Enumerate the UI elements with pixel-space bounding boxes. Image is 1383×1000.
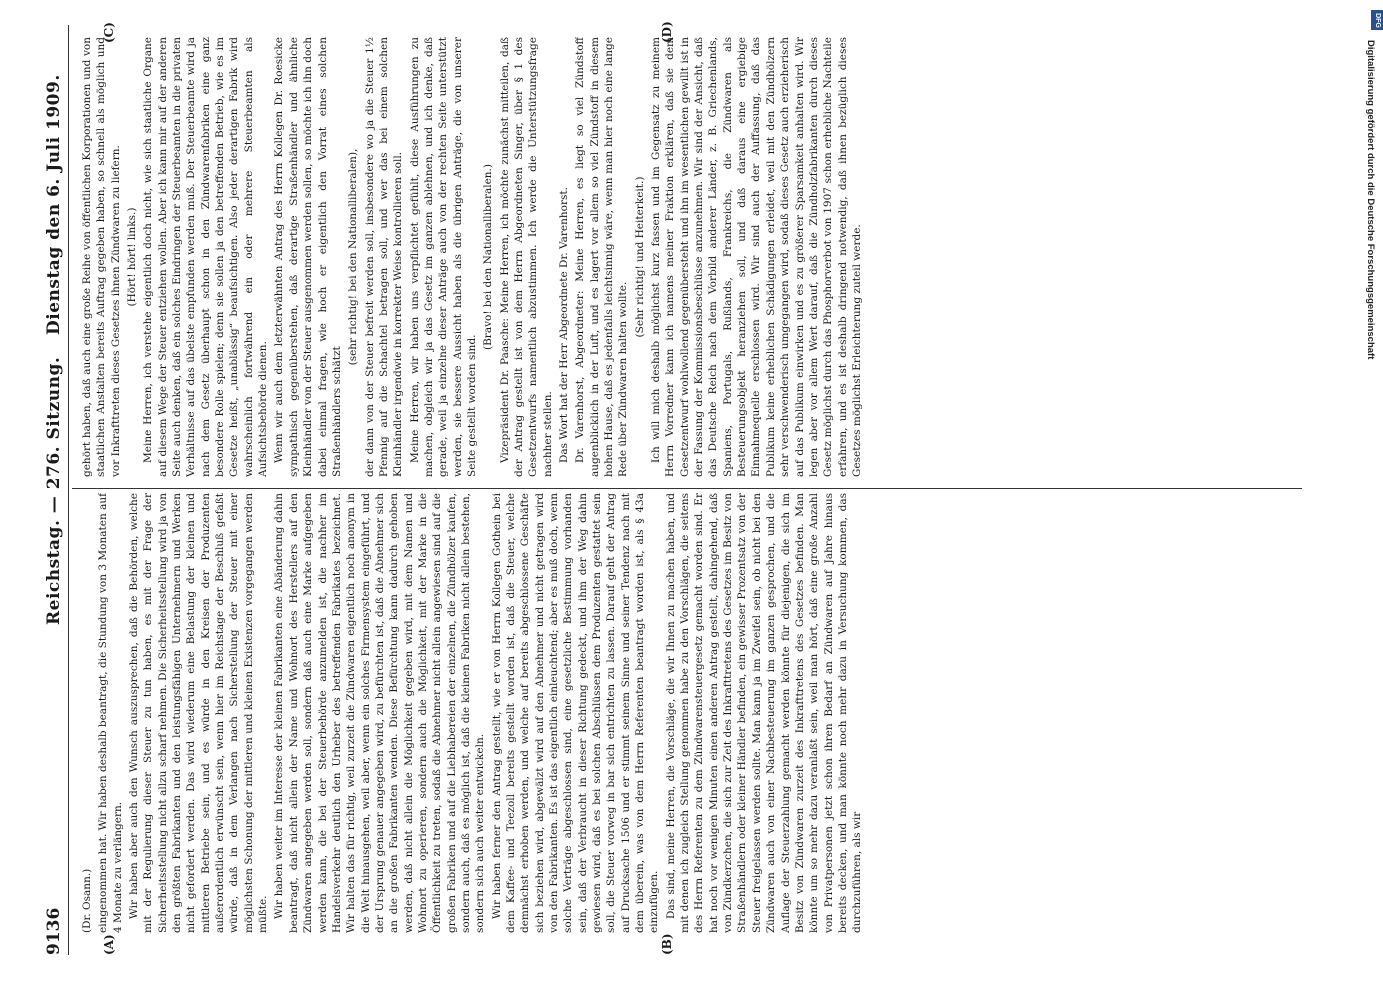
interjection: (sehr richtig! bei den Nationalliberalen), [347,148,360,366]
session-date: Dienstag den 6. Juli 1909. [44,74,64,335]
column-divider [72,488,1302,489]
paragraph: Wir haben aber auch den Wunsch auszusprechen, daß die Behörden, welche mit der Regulierung dieser Steuer zu tun haben, es mit der Frage der Sicherheitsstellung nicht allzu scharf nehmen. Die Sicherheitsstellung wird ja von den größten Fabrikanten und den leistungsfähigen Unternehmern und Werken nicht gefordert werden. Das wird wiederum eine Belastung der kleinen und mittleren Betriebe sein, und es würde in den Kreisen der Produzenten außerordentlich erwünscht sein, wenn hier im Reichstage der Beschluß gefaßt würde, daß in dem Verlangen nach Sicherstellung der Steuer mit einer möglichsten Schonung der mittleren und kleinen Existenzen vorgegangen werden müßte. [128,493,270,933]
paragraph: gehört haben, daß auch eine große Reihe von öffentlichen Korporationen und von staatlichen Anstalten bereits Auftrag gegeben haben, so schnell als möglich und vor Inkrafttreten dieses Gesetzes ihnen Zündwaren zu liefern. [81,37,122,477]
page-number: 9136 [44,907,64,955]
right-column [80,37,1300,477]
dfg-logo [1371,10,1383,30]
interjection: (Hört! hört! links.) [126,207,139,307]
paragraph: Ich will mich deshalb möglichst kurz fassen und im Gegensatz zu meinem Herrn Vorredner kann ich namens meiner Fraktion erklären, daß sie dem Gesetzentwurf wohlwollend gegenübersteht und ihn im wesentlichen gewillt ist in der Fassung der Kommissionsbeschlüsse anzunehmen. Wir sind der Ansicht, daß das Deutsche Reich nach dem Vorbild anderer Länder, z. B. Griechenlands, Spaniens, Portugals, Rußlands, Frankreichs, die Zündwaren als Besteuerungsobjekt heranziehen soll, und daß daraus eine ergiebige Einnahmequelle erschlossen wird. Wir sind auch der Auffassung, daß das Publikum keine erheblichen Schädigungen erleidet, weil mit den Zündhölzern sehr verschwenderisch umgegangen wird, sodaß dieses Gesetz auch erzieherisch auf das Publikum einwirken und es zu größerer Sparsamkeit anhalten wird. Wir legen aber vor allem Wert darauf, daß die Zündholzfabrikanten durch dieses Gesetz möglichst durch das Phosphorverbot von 1907 schon erhebliche Nachteile erfahren, und es ist deshalb dringend notwendig, daß ihnen bezüglich dieses Gesetzes möglichst Erleichterung zuteil werde. [650,37,863,477]
margin-letter-a: (A) [102,934,116,955]
rotated-page [40,21,1310,955]
paragraph: Wenn wir auch dem letzterwähnten Antrag des Herrn Kollegen Dr. Roesicke sympathisch gegenüberstehen, daß derartige Straßenhändler und ähnliche Kleinhändler von der Steuer ausgenommen werden sollen, so möchte ich ihn doch dabei einmal fragen, wie hoch er eigentlich den Vorrat eines solchen Straßenhändlers schätzt [273,37,343,477]
running-title: Reichstag. — 276. Sitzung. [44,356,64,625]
paragraph: Das sind, meine Herren, die Vorschläge, die wir Ihnen zu machen haben, und mit denen ich zugleich Stellung genommen habe zu den Vorschlägen, die seitens des Herrn Referenten zu dem Zündwarensteuergesetz gemacht worden sind. Er hat noch vor wenigen Minuten einen anderen Antrag gestellt, dahingehend, daß von Zündkerzchen, die sich zur Zeit des Inkrafttretens des Gesetzes im Besitz von Straßenhändlern oder kleiner Händler befinden, ein gewisser Prozentsatz von der Steuer freigelassen werden sollte. Man kann ja im Zweifel sein, ob nicht bei den Zündwaren auch von einer Nachbesteuerung im ganzen gesprochen, und die Auflage der Steuerzahlung gemacht werden könnte für diejenigen, die sich im Besitz von Zündwaren zurzeit des Inkrafttretens des Gesetzes befinden. Man könnte um so mehr dazu veranlaßt sein, weil man hört, daß eine große Anzahl von Privatpersonen jetzt schon ihren Bedarf an Zündwaren auf Jahre hinaus bereits decken, und man könnte noch mehr dazu in Versuchung kommen, das durchzuführen, als wir [664,493,864,933]
paragraph: Vizepräsident Dr. Paasche: Meine Herren, ich möchte zunächst mitteilen, daß der Antrag gestellt ist von dem Herrn Abgeordneten Singer, über § 1 des Gesetzentwurfs namentlich abzustimmen. Ich werde die Unterstützungsfrage nachher stellen. [498,37,554,477]
paragraph: Meine Herren, wir haben uns verpflichtet gefühlt, diese Ausführungen zu machen, obgleich wir ja das Gesetz im ganzen ablehnen, und ich denke, daß gerade, weil ja einzelne dieser Anträge auch von der rechten Seite unterstützt werden, sie bessere Aussicht haben als die übrigen Anträge, die von unserer Seite gestellt worden sind. [408,37,478,477]
paragraph: der dann von der Steuer befreit werden soll, insbesondere wo ja die Steuer 1½ Pfennig auf die Schachtel betragen soll, und wer das bei einem solchen Kleinhändler irgendwie in korrekter Weise kontrollieren soll. [363,37,405,477]
paragraph: Das Wort hat der Herr Abgeordnete Dr. Varenhorst. [558,187,570,463]
dfg-logo-text: DFG [1373,12,1381,28]
margin-letter-c: (C) [102,22,116,43]
paragraph: Wir haben ferner den Antrag gestellt, wie er von Herrn Kollegen Gothein bei dem Kaffee- und Teezoll bereits gestellt worden ist, daß die Steuer, welche demnächst erhoben werden, und welche auf bereits abgeschlossene Geschäfte sich beziehen wird, abgewälzt wird auf den Abnehmer und nicht getragen wird von den Fabrikanten. Es ist das eigentlich einleuchtend; aber es muß doch, wenn solche Verträge abgeschlossen sind, eine gesetzliche Bestimmung vorhanden sein, daß der Verbraucht in dieser Richtung gedeckt, und ihm der Weg dahin gewiesen wird, daß es bei solchen Abschlüssen dem Produzenten gestattet sein soll, die Steuer vorweg in bar sich entrichten zu lassen. Darauf geht der Antrag auf Drucksache 1506 und er stimmt seinem Sinne und seiner Tendenz nach mit dem überein, was von dem Herrn Referenten beantragt worden ist, als § 43a einzufügen. [490,493,661,933]
interjection: (Sehr richtig! und Heiterkeit.) [633,176,646,338]
margin-letter-d: (D) [660,21,674,43]
paragraph: Meine Herren, ich verstehe eigentlich doch nicht, wie sich staatliche Organe auf diesem Wege der Steuer entziehen wollen. Aber ich kann mir auf der anderen Seite auch denken, daß ein solches Eindringen der Steuerbeamten in die privaten Verhältnisse auf das übelste empfunden werden muß. Der Steuerbeamte wird ja nach dem Gesetz überhaupt schon in den Zündwarenfabriken eine ganz besondere Rolle spielen; denn sie sollen ja den betreffenden Betrieb, wie es im Gesetze heißt, „unablässig“ beaufsichtigen. Also jeder derartigen Fabrik wird wahrscheinlich fortwährend ein oder mehrere Steuerbeamten als Aufsichtsbehörde dienen. [142,37,270,477]
paragraph: Wir haben weiter im Interesse der kleinen Fabrikanten eine Abänderung dahin beantragt, daß nicht allein der Name und Wohnort des Herstellers auf den Zündwaren angegeben werden soll, sondern daß auch eine Marke aufgegeben werden kann, die bei der Steuerbehörde anzumelden ist, die nachher im Handelsverkehr deutlich den Urheber des betreffenden Fabrikates bezeichnet. Wir halten das für richtig, weil zurzeit die Zündwaren eigentlich noch anonym in die Welt hinausgehen, weil aber, wenn ein solches Firmensystem eingeführt, und der Ursprung genauer angegeben wird, zu befürchten ist, daß die Abnehmer sich an die großen Fabrikanten wenden. Diese Befürchtung kann dadurch gehoben werden, daß nicht allein die Möglichkeit gegeben wird, mit dem Namen und Wohnort zu operieren, sondern auch die Möglichkeit, mit der Marke in die Öffentlichkeit zu treten, sodaß die Abnehmer nicht allein angewiesen sind auf die großen Fabriken und auf die Liebhabereien der einzelnen, die Zündhölzer kaufen, sondern auch, daß es möglich ist, daß die kleinen Fabriken nicht allein bestehen, sondern sich auch weiter entwickeln. [273,493,487,933]
paragraph: eingenommen hat. Wir haben deshalb beantragt, die Stundung von 3 Monaten auf 4 Monate zu verlängern. [97,493,124,933]
interjection: (Bravo! bei den Nationalliberalen.) [482,164,495,350]
margin-letter-b: (B) [660,933,674,955]
left-column [80,493,1300,933]
digitization-note: Digitalisierung gefördert durch die Deutsche Forschungsgemeinschaft [1365,40,1376,360]
paragraph: Dr. Varenhorst, Abgeordneter: Meine Herren, es liegt so viel Zündstoff augenblicklich in der Luft, und es lagert vor allem so viel Zündstoff in diesem hohen Hause, daß es jedenfalls leichtsinnig wäre, wenn man hier noch eine lange Rede über Zündwaren halten wollte. [574,37,630,477]
header-rule [68,25,69,955]
speaker-tag: (Dr. Osann.) [81,868,93,933]
page-header [40,25,70,955]
